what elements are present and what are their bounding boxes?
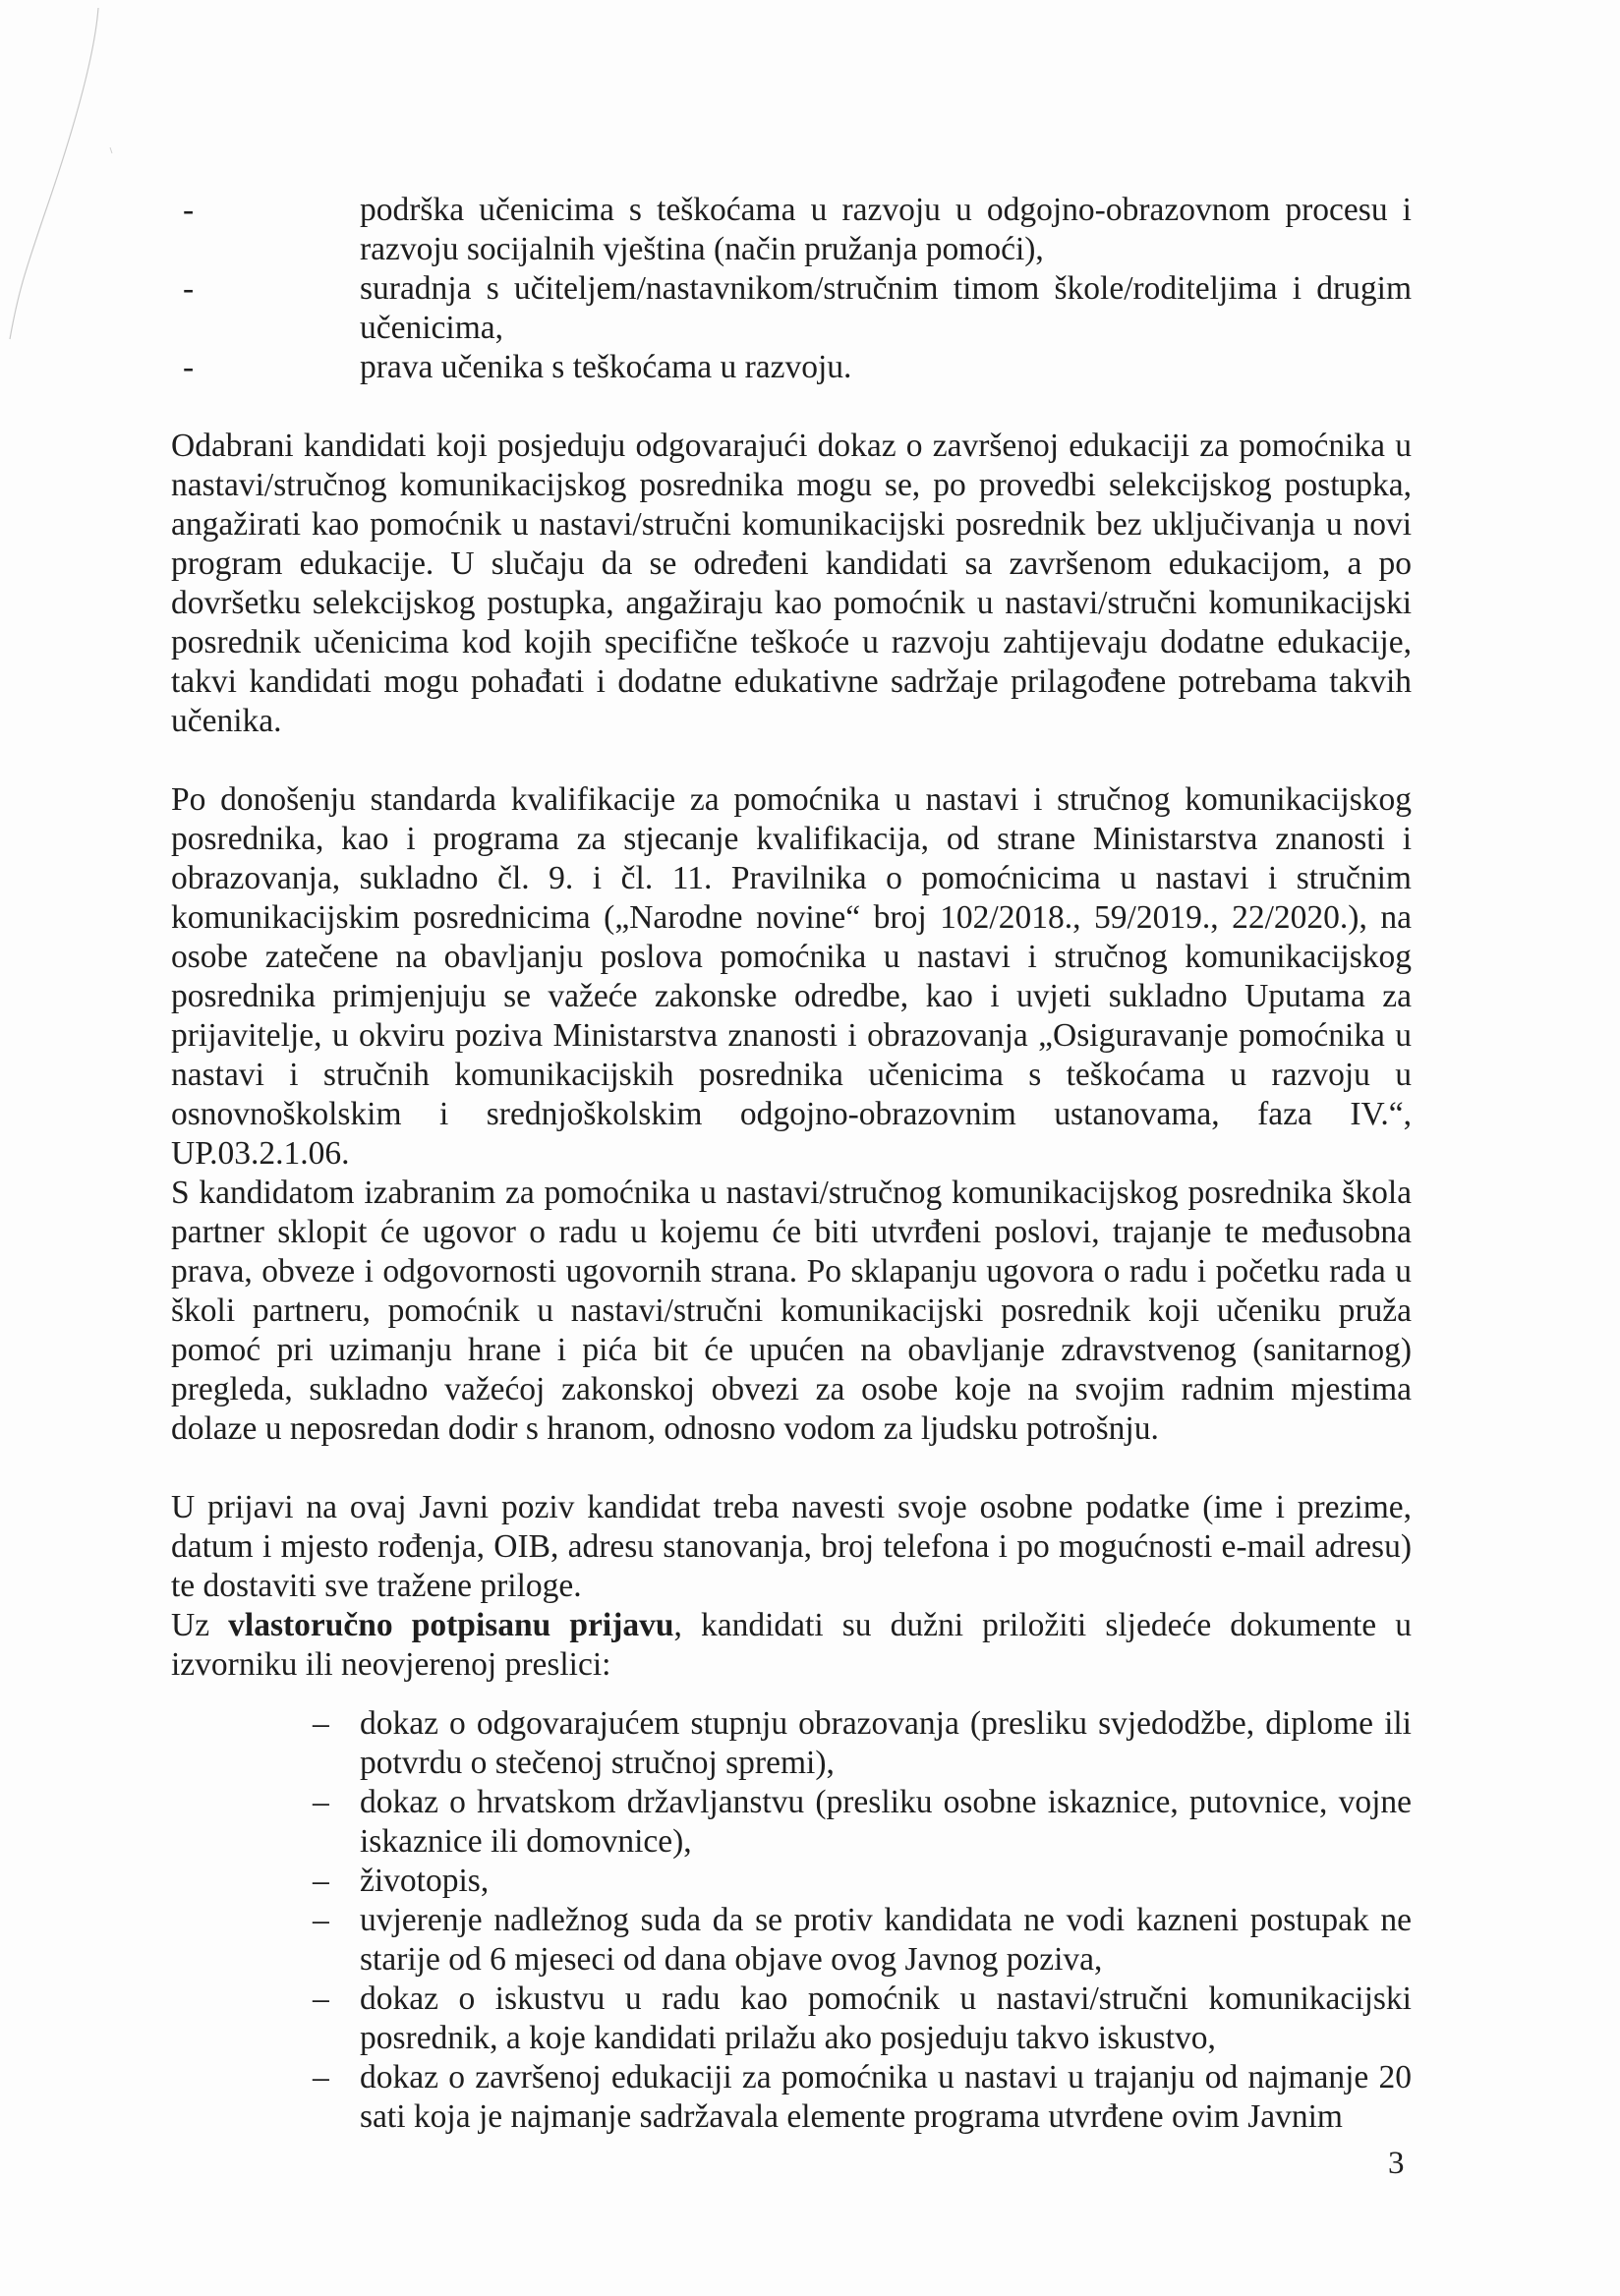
list-item-text: uvjerenje nadležnog suda da se protiv kandidata ne vodi kazneni postupak ne starije od 6 mjeseci od dana objave ovog Javnog poziva, [360, 1902, 1412, 1978]
list-item-text: prava učenika s teškoćama u razvoju. [360, 349, 852, 385]
paragraph-s-kandidatom: S kandidatom izabranim za pomoćnika u nastavi/stručnog komunikacijskog posrednika škola partner sklopit će ugovor o radu u kojemu će biti utvrđeni poslovi, trajanje te međusobna prava, obveze i odgovornosti ugovornih strana. Po sklapanju ugovora o radu i početku rada u školi partneru, pomoćnik u nastavi/stručni komunikacijski posrednik koji učeniku pruža pomoć pri uzimanju hrane i pića bit će upućen na obavljanje zdravstvenog (sanitarnog) pregleda, sukladno važećoj zakonskoj obvezi za osobe koje na svojim radnim mjestima dolaze u neposredan dodir s hranom, odnosno vodom za ljudsku potrošnju. [171, 1175, 1412, 1447]
document-page [171, 191, 1412, 2137]
list-marker: - [183, 192, 195, 228]
list-item [313, 1901, 1412, 1980]
paragraph-uz-prijavu [171, 1606, 1412, 1685]
list-marker: - [183, 349, 195, 385]
list-item [313, 1704, 1412, 1783]
list-item [183, 348, 1412, 387]
list-marker: – [313, 2059, 329, 2095]
uz-text-after: , kandidati su dužni priložiti sljedeće dokumente u izvorniku ili neovjerenoj preslici: [171, 1607, 1413, 1683]
scan-artifact-line [0, 0, 197, 354]
paragraph-odabrani-kandidati: Odabrani kandidati koji posjeduju odgovarajući dokaz o završenoj edukaciji za pomoćnika u nastavi/stručnog komunikacijskog posrednika mogu se, po provedbi selekcijskog postupka, angažirati kao pomoćnik u nastavi/stručni komunikacijski posrednik bez uključivanja u novi program edukacije. U slučaju da se određeni kandidati sa završenom edukacijom, a po dovršetku selekcijskog postupka, angažiraju kao pomoćnik u nastavi/stručni komunikacijski posrednik učenicima kod kojih specifične teškoće u razvoju zahtijevaju dodatne edukacije, takvi kandidati mogu pohađati i dodatne edukativne sadržaje prilagođene potrebama takvih učenika. [171, 428, 1412, 739]
list-item-text: dokaz o hrvatskom državljanstvu (presliku osobne iskaznice, putovnice, vojne iskaznice ili domovnice), [360, 1784, 1412, 1860]
list-item-text: dokaz o iskustvu u radu kao pomoćnik u nastavi/stručni komunikacijski posrednik, a koje kandidati prilažu ako posjeduju takvo iskustvo, [360, 1980, 1412, 2056]
list-item [183, 269, 1412, 348]
list-item-text: životopis, [360, 1863, 490, 1899]
list-item [313, 1783, 1412, 1862]
list-item [183, 191, 1412, 269]
list-marker: – [313, 1980, 329, 2017]
page-number: 3 [1388, 2146, 1405, 2181]
list-item-text: podrška učenicima s teškoćama u razvoju u odgojno-obrazovnom procesu i razvoju socijalnih vještina (način pružanja pomoći), [360, 192, 1412, 267]
list-item-text: dokaz o odgovarajućem stupnju obrazovanja (presliku svjedodžbe, diplome ili potvrdu o stečenoj stručnoj spremi), [360, 1705, 1412, 1781]
list-item [313, 1980, 1412, 2058]
list-item [313, 1862, 1412, 1901]
paragraph-u-prijavi: U prijavi na ovaj Javni poziv kandidat treba navesti svoje osobne podatke (ime i prezime, datum i mjesto rođenja, OIB, adresu stanovanja, broj telefona i po mogućnosti e-mail adresu) te dostaviti sve tražene priloge. [171, 1489, 1412, 1604]
uz-text-before: Uz [171, 1607, 229, 1643]
list-marker: – [313, 1902, 329, 1938]
list-marker: - [183, 270, 195, 307]
paragraph-po-donosenju: Po donošenju standarda kvalifikacije za pomoćnika u nastavi i stručnog komunikacijskog posrednika, kao i programa za stjecanje kvalifikacija, od strane Ministarstva znanosti i obrazovanja, sukladno čl. 9. i čl. 11. Pravilnika o pomoćnicima u nastavi i stručnim komunikacijskim posrednicima („Narodne novine“ broj 102/2018., 59/2019., 22/2020.), na osobe zatečene na obavljanju poslova pomoćnika u nastavi i stručnog komunikacijskog posrednika primjenjuju se važeće zakonske odredbe, kao i uvjeti sukladno Uputama za prijavitelje, u okviru poziva Ministarstva znanosti i obrazovanja „Osiguravanje pomoćnika u nastavi i stručnih komunikacijskih posrednika učenicima s teškoćama u razvoju u osnovnoškolskim i srednjoškolskim odgojno-obrazovnim ustanovama, faza IV.“, UP.03.2.1.06. [171, 781, 1412, 1172]
uz-text-bold: vlastoručno potpisanu prijavu [228, 1607, 674, 1643]
list-item-text: dokaz o završenoj edukaciji za pomoćnika u nastavi u trajanju od najmanje 20 sati koja je najmanje sadržavala elemente programa utvrđene ovim Javnim [360, 2059, 1412, 2135]
required-documents-list [171, 1704, 1412, 2137]
list-item-text: suradnja s učiteljem/nastavnikom/stručnim timom škole/roditeljima i drugim učenicima, [360, 270, 1412, 346]
responsibilities-list [171, 191, 1412, 387]
list-item [313, 2058, 1412, 2137]
list-marker: – [313, 1784, 329, 1820]
list-marker: – [313, 1705, 329, 1742]
list-marker: – [313, 1863, 329, 1899]
